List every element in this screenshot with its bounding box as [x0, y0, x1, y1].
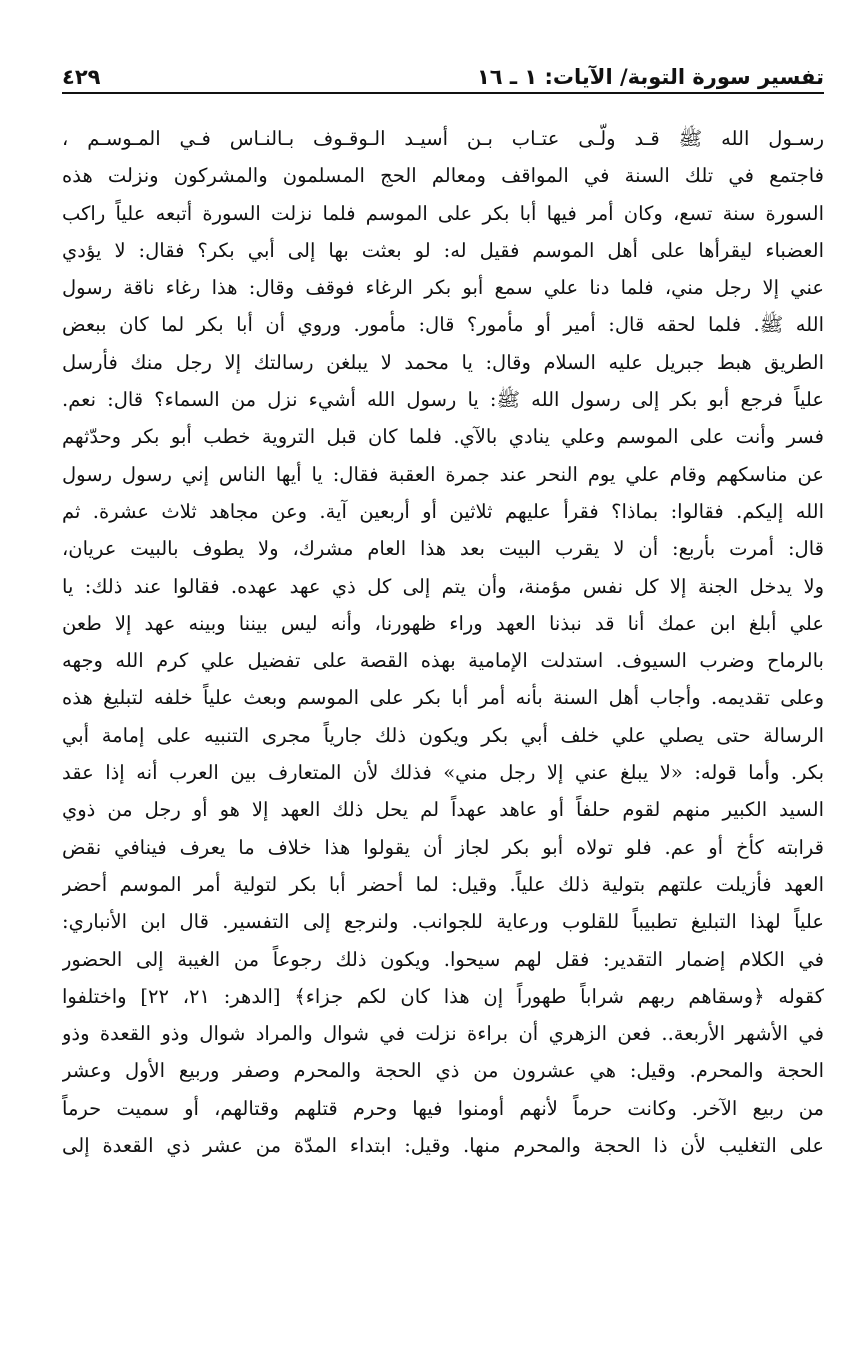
- text-line: علياً لهذا التبليغ تطبيباً للقلوب ورعاية للجوانب. ولنرجع إلى التفسير. قال ابن الأنباري:: [62, 910, 824, 934]
- text-line: وعلى تقديمه. وأجاب أهل السنة بأنه أمر أبا بكر على الموسم وبعث علياً خلفه لتبليغ هذه: [62, 686, 824, 710]
- text-line: العضباء ليقرأها على أهل الموسم فقيل له: لو بعثت بها إلى أبي بكر؟ فقال: لا يؤدي: [62, 238, 824, 262]
- text-line: الحجة والمحرم. وقيل: هي عشرون من ذي الحجة والمحرم وصفر وربيع الأول وعشر: [62, 1059, 824, 1083]
- page-number: ٤٢٩: [62, 65, 101, 89]
- header-title: تفسير سورة التوبة/ الآيات: ١ ـ ١٦: [476, 65, 824, 89]
- body-text: [62, 120, 824, 1164]
- text-line: الرسالة حتى يصلي علي خلف أبي بكر ويكون ذلك جارياً مجرى التنبيه على إمامة أبي: [62, 723, 824, 747]
- running-header: [62, 56, 824, 94]
- text-line: الطريق هبط جبريل عليه السلام وقال: يا محمد لا يبلغن رسالتك إلا رجل منك فأرسل: [62, 350, 824, 374]
- text-line: فسر وأنت على الموسم وعلي ينادي بالآي. فلما كان قبل التروية خطب أبو بكر وحدّثهم: [62, 425, 824, 449]
- text-line: بالرماح وضرب السيوف. استدلت الإمامية بهذه القصة على تفضيل علي كرم الله وجهه: [62, 649, 824, 673]
- text-line: بكر. وأما قوله: «لا يبلغ عني إلا رجل مني» فذلك لأن المتعارف بين العرب أنه إذا عقد: [62, 761, 824, 785]
- text-line: ولا يدخل الجنة إلا كل نفس مؤمنة، وأن يتم إلى كل ذي عهد عهده. فقالوا عند ذلك: يا: [62, 574, 824, 598]
- text-line: فاجتمع في تلك السنة في المواقف ومعالم الحج المسلمون والمشركون ونزلت هذه: [62, 164, 824, 188]
- text-line: من ربيع الآخر. وكانت حرماً لأنهم أومنوا فيها وحرم قتلهم وقتالهم، أو سميت حرماً: [62, 1096, 824, 1120]
- text-line: الله إليكم. فقالوا: بماذا؟ فقرأ عليهم ثلاثين أو أربعين آية. وعن مجاهد ثلاث عشرة. ثم: [62, 499, 824, 523]
- text-line: عني إلا رجل مني، فلما دنا علي سمع أبو بكر الرغاء فوقف وقال: هذا رغاء ناقة رسول: [62, 276, 824, 300]
- text-line: في الكلام إضمار التقدير: فقل لهم سيحوا. ويكون ذلك رجوعاً من الغيبة إلى الحضور: [62, 947, 824, 971]
- text-line: في الأشهر الأربعة.. فعن الزهري أن براءة نزلت في شوال والمراد شوال وذو القعدة وذو: [62, 1022, 824, 1046]
- text-line: السيد الكبير منهم لقوم حلفاً أو عاهد عهداً لم يحل ذلك العهد إلا هو أو رجل من ذوي: [62, 798, 824, 822]
- text-line: على التغليب لأن ذا الحجة والمحرم منها. وقيل: ابتداء المدّة من عشر ذي القعدة إلى: [62, 1134, 824, 1158]
- text-line: قال: أمرت بأربع: أن لا يقرب البيت بعد هذا العام مشرك، ولا يطوف بالبيت عريان،: [62, 537, 824, 561]
- text-line: العهد فأزيلت علتهم بتولية ذلك علياً. وقيل: لما أحضر أبا بكر لتولية أمر الموسم أحضر: [62, 872, 824, 896]
- text-line: قرابته كأخ أو عم. فلو تولاه أبو بكر لجاز أن يقولوا هذا خلاف ما يعرف فينافي نقض: [62, 835, 824, 859]
- text-line: عن مناسكهم وقام علي يوم النحر عند جمرة العقبة فقال: يا أيها الناس إني رسول رسول: [62, 462, 824, 486]
- text-line: كقوله ﴿وسقاهم ربهم شراباً طهوراً إن هذا كان لكم جزاء﴾ [الدهر: ٢١، ٢٢] واختلفوا: [62, 984, 824, 1008]
- text-line: الله ﷺ. فلما لحقه قال: أمير أو مأمور؟ قال: مأمور. وروي أن أبا بكر لما كان ببعض: [62, 313, 824, 337]
- text-line: علياً فرجع أبو بكر إلى رسول الله ﷺ: يا رسول الله أشيء نزل من السماء؟ قال: نعم.: [62, 388, 824, 412]
- text-line: علي أبلغ ابن عمك أنا قد نبذنا العهد وراء ظهورنا، وأنه ليس بيننا وبينه عهد إلا طعن: [62, 611, 824, 635]
- text-line: السورة سنة تسع، وكان أمر فيها أبا بكر على الموسم فلما نزلت السورة أتبعه علياً راكب: [62, 201, 824, 225]
- text-line: رسـول الله ﷺ قـد ولّـى عتـاب بـن أسيـد الـوقـوف بـالنـاس فـي المـوسـم ،: [62, 127, 824, 150]
